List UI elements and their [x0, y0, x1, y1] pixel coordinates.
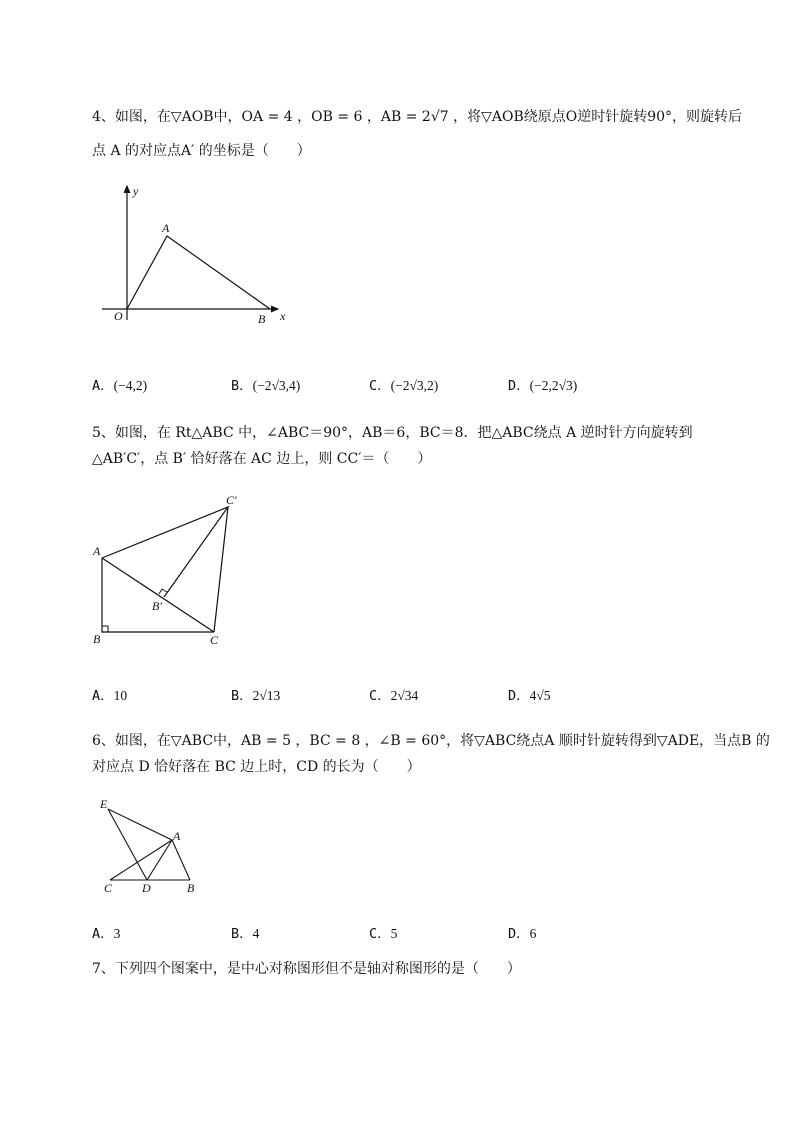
q6-option-d-value: 6	[529, 926, 537, 941]
q5-segment-cc-prime	[214, 507, 228, 632]
q5-stem-line2: △AB′C′，点 B′ 恰好落在 AC 边上，则 CC′＝（ ）	[92, 451, 432, 467]
q5-triangle-abprime-cprime	[102, 507, 228, 597]
q5-option-b[interactable]	[231, 684, 280, 704]
q6-option-d[interactable]	[508, 922, 536, 942]
q6-option-a[interactable]	[92, 922, 120, 942]
q6-label-a: A	[173, 829, 181, 843]
q5-option-b-letter: B．	[231, 688, 253, 704]
q4-triangle	[127, 236, 270, 309]
q4-option-a-value: (−4,2)	[113, 378, 148, 393]
q6-segment-ae	[108, 809, 172, 840]
q4-label-b: B	[258, 312, 266, 326]
q5-option-c-letter: C．	[369, 688, 391, 704]
q5-option-a[interactable]	[92, 684, 127, 704]
q6-label-b: B	[187, 881, 195, 895]
q5-option-d[interactable]	[508, 684, 551, 704]
q6-segment-ab	[172, 840, 190, 880]
q6-option-c-value: 5	[390, 926, 398, 941]
q6-option-b[interactable]	[231, 922, 259, 942]
q4-option-b[interactable]	[231, 374, 300, 394]
q4-stem-line2: 点 A 的对应点A′ 的坐标是（ ）	[92, 143, 311, 159]
q6-option-b-value: 4	[252, 926, 260, 941]
q5-label-cprime: C′	[226, 493, 237, 507]
q6-option-c[interactable]	[369, 922, 397, 942]
q4-label-x: x	[280, 309, 286, 323]
q6-stem-line2: 对应点 D 恰好落在 BC 边上时，CD 的长为（ ）	[92, 759, 421, 775]
q4-option-c-letter: C．	[369, 378, 391, 394]
q5-option-d-letter: D．	[508, 688, 530, 704]
q5-option-a-letter: A．	[92, 688, 114, 704]
q6-stem-line1: 6、如图，在▽ABC中，AB = 5 ，BC = 8 ，∠B = 60°，将▽ABC绕点A 顺时针旋转得到▽ADE，当点B 的	[92, 733, 770, 749]
q5-label-bprime: B′	[152, 599, 162, 613]
q4-label-o: O	[114, 309, 123, 323]
q4-option-b-value: (−2√3,4)	[252, 378, 301, 393]
q4-option-d-value: (−2,2√3)	[529, 378, 578, 393]
q6-option-b-letter: B．	[231, 926, 253, 942]
q4-stem-line1: 4、如图，在▽AOB中，OA = 4 ，OB = 6 ，AB = 2√7 ，将▽AOB绕原点O逆时针旋转90°，则旋转后	[92, 109, 743, 125]
q4-label-y: y	[133, 184, 139, 198]
q6-segment-ad	[147, 840, 172, 880]
q4-figure	[100, 180, 300, 330]
q4-option-c[interactable]	[369, 374, 438, 394]
q4-label-a: A	[162, 221, 170, 235]
q4-option-b-letter: B．	[231, 378, 253, 394]
q6-label-e: E	[100, 797, 108, 811]
q5-figure	[90, 490, 250, 650]
q4-option-a-letter: A．	[92, 378, 114, 394]
q4-option-d[interactable]	[508, 374, 577, 394]
q6-label-c: C	[104, 881, 113, 895]
q6-option-a-letter: A．	[92, 926, 114, 942]
q5-right-angle-b	[102, 626, 108, 632]
q5-label-b: B	[93, 632, 101, 646]
q6-label-d: D	[142, 881, 151, 895]
q5-right-angle-bprime	[159, 589, 167, 594]
q6-option-d-letter: D．	[508, 926, 530, 942]
q4-option-a[interactable]	[92, 374, 147, 394]
q6-option-a-value: 3	[113, 926, 121, 941]
q4-option-c-value: (−2√3,2)	[390, 378, 439, 393]
q6-figure	[96, 796, 206, 896]
q6-segment-ac	[110, 840, 172, 880]
q7-stem-line1: 7、下列四个图案中，是中心对称图形但不是轴对称图形的是（ ）	[92, 961, 521, 977]
q5-label-c: C	[210, 633, 219, 647]
q5-label-a: A	[93, 544, 101, 558]
q5-option-d-value: 4√5	[529, 688, 551, 703]
q5-stem-line1: 5、如图，在 Rt△ABC 中，∠ABC＝90°，AB＝6，BC＝8．把△ABC绕点 A 逆时针方向旋转到	[92, 425, 693, 441]
q4-option-d-letter: D．	[508, 378, 530, 394]
q5-segment-ac	[102, 558, 214, 632]
q5-option-b-value: 2√13	[252, 688, 281, 703]
q5-option-a-value: 10	[113, 688, 128, 703]
q5-option-c[interactable]	[369, 684, 418, 704]
q6-option-c-letter: C．	[369, 926, 391, 942]
q5-option-c-value: 2√34	[390, 688, 419, 703]
